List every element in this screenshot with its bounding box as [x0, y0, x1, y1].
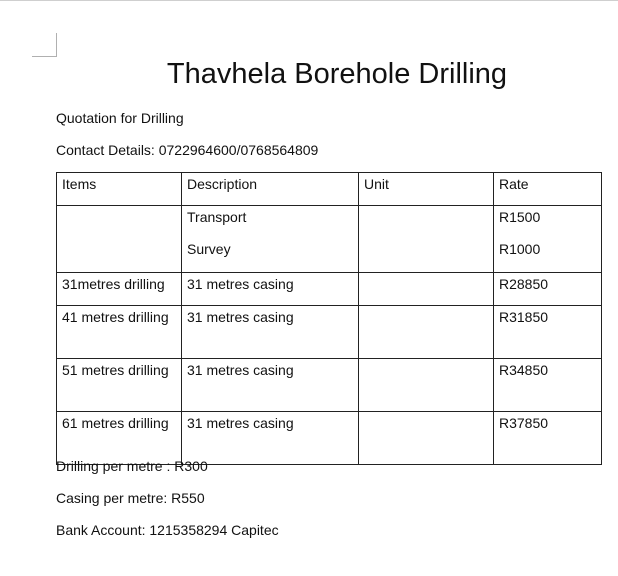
- description-transport: Transport: [187, 209, 247, 225]
- rate-survey: R1000: [499, 241, 541, 257]
- margin-corner-marker: [32, 33, 57, 57]
- cell-rate: R31850: [494, 306, 602, 359]
- cell-unit: [359, 306, 494, 359]
- cell-item: 41 metres drilling: [57, 306, 182, 359]
- cell-unit: [359, 273, 494, 306]
- cell-item: 51 metres drilling: [57, 359, 182, 412]
- cell-description: 31 metres casing: [182, 412, 359, 465]
- cell-description: [182, 206, 359, 273]
- quotation-table: [56, 172, 602, 465]
- table-row: [57, 306, 602, 359]
- cell-rate: R28850: [494, 273, 602, 306]
- table-header-row: [57, 173, 602, 206]
- cell-item: 61 metres drilling: [57, 412, 182, 465]
- cell-unit: [359, 206, 494, 273]
- header-items: Items: [57, 173, 182, 206]
- cell-rate: R37850: [494, 412, 602, 465]
- quotation-line: Quotation for Drilling: [56, 110, 184, 126]
- header-unit: Unit: [359, 173, 494, 206]
- description-survey: Survey: [187, 241, 231, 257]
- rate-transport: R1500: [499, 209, 541, 225]
- casing-per-metre-line: Casing per metre: R550: [56, 490, 205, 506]
- drilling-per-metre-line: Drilling per metre : R300: [56, 458, 208, 474]
- cell-description: 31 metres casing: [182, 306, 359, 359]
- document-title: Thavhela Borehole Drilling: [166, 58, 508, 90]
- table-row: [57, 206, 602, 273]
- cell-description: 31 metres casing: [182, 359, 359, 412]
- cell-rate: R34850: [494, 359, 602, 412]
- cell-description: 31 metres casing: [182, 273, 359, 306]
- table-row: [57, 273, 602, 306]
- header-description: Description: [182, 173, 359, 206]
- cell-unit: [359, 359, 494, 412]
- cell-unit: [359, 412, 494, 465]
- page-top-edge: [0, 0, 618, 1]
- cell-item: 31metres drilling: [57, 273, 182, 306]
- header-rate: Rate: [494, 173, 602, 206]
- contact-details-line: Contact Details: 0722964600/0768564809: [56, 142, 319, 158]
- table-row: [57, 359, 602, 412]
- bank-account-line: Bank Account: 1215358294 Capitec: [56, 522, 279, 538]
- cell-item: [57, 206, 182, 273]
- cell-rate: [494, 206, 602, 273]
